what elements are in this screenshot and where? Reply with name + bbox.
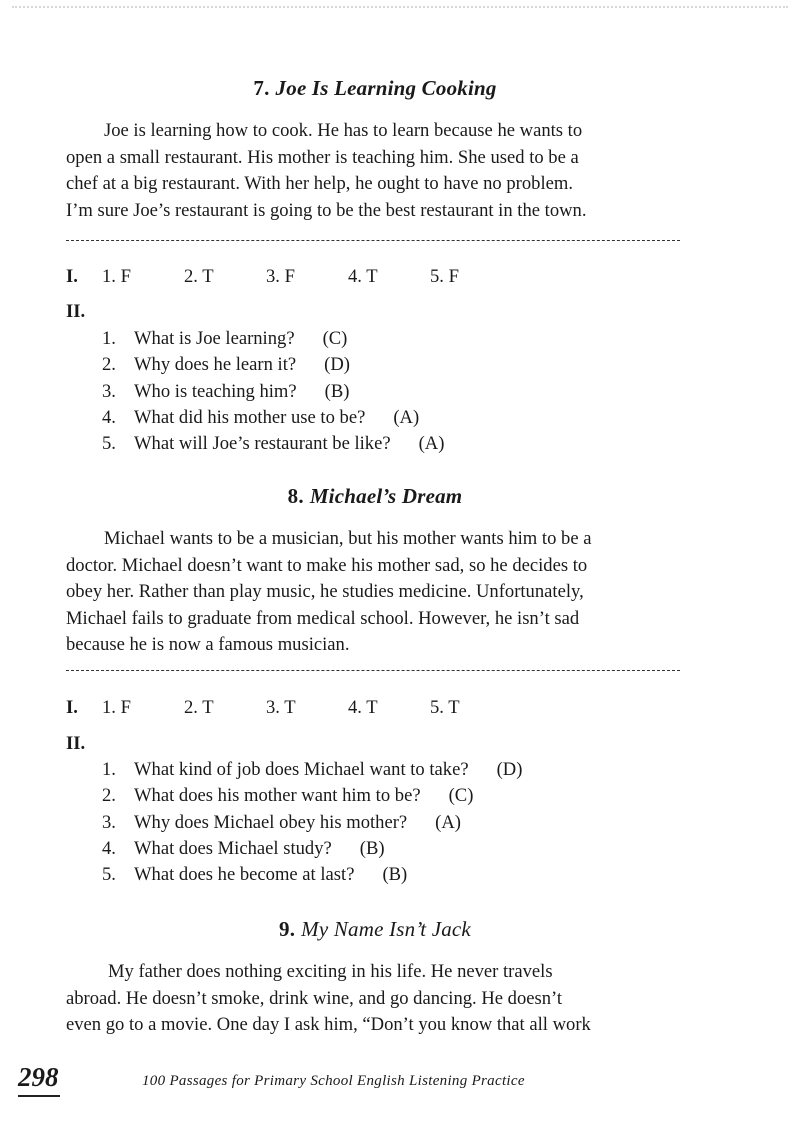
question-number: 2. [102, 785, 116, 807]
question-answer: (A) [418, 433, 445, 455]
section-8-title [0, 484, 750, 509]
question-item [102, 757, 522, 783]
passage-line: doctor. Michael doesn’t want to make his mother sad, so he decides to [66, 554, 588, 576]
tf-answer: 1. F [102, 697, 131, 718]
tf-answer: 5. T [430, 697, 460, 718]
passage-line: open a small restaurant. His mother is teaching him. She used to be a [66, 146, 579, 168]
question-number: 2. [102, 354, 116, 376]
section-8-divider [66, 670, 680, 671]
question-number: 4. [102, 837, 116, 859]
question-answer: (C) [448, 785, 474, 807]
section-7-part-2-label: II. [66, 301, 86, 322]
section-9-passage [66, 959, 686, 1039]
tf-answer: 4. T [348, 697, 378, 718]
question-text: What did his mother use to be? [134, 406, 366, 428]
passage-line: chef at a big restaurant. With her help, he ought to have no problem. [66, 173, 573, 194]
question-answer: (D) [496, 759, 523, 780]
passage-line: even go to a movie. One day I ask him, “Don’t you know that all work [66, 1014, 591, 1035]
section-9-number: 9. [279, 917, 296, 941]
question-answer: (B) [359, 837, 385, 859]
section-9-title-text: My Name Isn’t Jack [301, 917, 471, 941]
part-1-label: I. [66, 266, 78, 287]
section-8-number: 8. [287, 484, 304, 508]
question-number: 1. [102, 328, 116, 349]
section-7-number: 7. [253, 76, 270, 100]
question-answer: (C) [322, 328, 348, 349]
passage-line: Michael wants to be a musician, but his mother wants him to be a [104, 528, 592, 549]
tf-answer: 3. T [266, 697, 296, 718]
passage-line: Michael fails to graduate from medical school. However, he isn’t sad [66, 607, 580, 629]
question-number: 3. [102, 380, 116, 402]
running-footer-title: 100 Passages for Primary School English Listening Practice [142, 1073, 525, 1089]
passage-line: because he is now a famous musician. [66, 634, 350, 655]
section-7-passage [66, 118, 686, 224]
question-item [102, 431, 444, 457]
question-text: What will Joe’s restaurant be like? [134, 433, 391, 455]
passage-line: obey her. Rather than play music, he studies medicine. Unfortunately, [66, 581, 584, 602]
question-item [102, 862, 522, 888]
passage-line: abroad. He doesn’t smoke, drink wine, and go dancing. He doesn’t [66, 987, 563, 1009]
tf-answer: 5. F [430, 266, 459, 287]
section-7-true-false [66, 266, 512, 288]
tf-answer: 1. F [102, 266, 131, 287]
question-item [102, 379, 444, 405]
passage-line: Joe is learning how to cook. He has to learn because he wants to [104, 120, 583, 141]
section-8-questions [102, 757, 522, 888]
question-item [102, 810, 522, 836]
question-item [102, 783, 522, 809]
question-answer: (D) [324, 354, 350, 376]
question-text: What does his mother want him to be? [134, 785, 421, 807]
section-8-part-2-label: II. [66, 733, 86, 754]
question-answer: (A) [393, 406, 420, 428]
question-text: Why does Michael obey his mother? [134, 811, 408, 833]
tf-answer: 2. T [184, 697, 214, 718]
passage-line: My father does nothing exciting in his life. He never travels [108, 961, 553, 982]
question-item [102, 836, 522, 862]
section-8-passage [66, 526, 686, 659]
question-item [102, 405, 444, 431]
question-text: What kind of job does Michael want to take? [134, 759, 469, 780]
scan-edge-dots [12, 6, 788, 10]
section-8-true-false [66, 697, 512, 719]
tf-answer: 4. T [348, 266, 378, 287]
section-7-divider [66, 240, 680, 241]
question-number: 4. [102, 406, 116, 428]
page-number-underline [18, 1095, 60, 1097]
question-item [102, 326, 444, 352]
section-7-title-text: Joe Is Learning Cooking [275, 76, 497, 100]
page-number: 298 [18, 1062, 59, 1092]
part-1-label: I. [66, 697, 78, 718]
question-text: Who is teaching him? [134, 380, 297, 402]
section-7-title [0, 76, 750, 101]
tf-answer: 3. F [266, 266, 295, 287]
question-item [102, 352, 444, 378]
question-answer: (A) [435, 811, 461, 833]
tf-answer: 2. T [184, 266, 214, 287]
section-9-title [0, 917, 750, 942]
question-text: What does he become at last? [134, 864, 355, 886]
question-number: 3. [102, 811, 116, 833]
question-number: 5. [102, 433, 116, 455]
question-answer: (B) [382, 864, 408, 886]
question-answer: (B) [324, 380, 350, 402]
question-text: What does Michael study? [134, 837, 332, 859]
question-number: 1. [102, 759, 116, 780]
passage-line: I’m sure Joe’s restaurant is going to be the best restaurant in the town. [66, 199, 587, 221]
question-text: Why does he learn it? [134, 354, 297, 376]
section-7-questions [102, 326, 444, 457]
question-number: 5. [102, 864, 116, 886]
section-8-title-text: Michael’s Dream [309, 484, 463, 508]
question-text: What is Joe learning? [134, 328, 295, 349]
